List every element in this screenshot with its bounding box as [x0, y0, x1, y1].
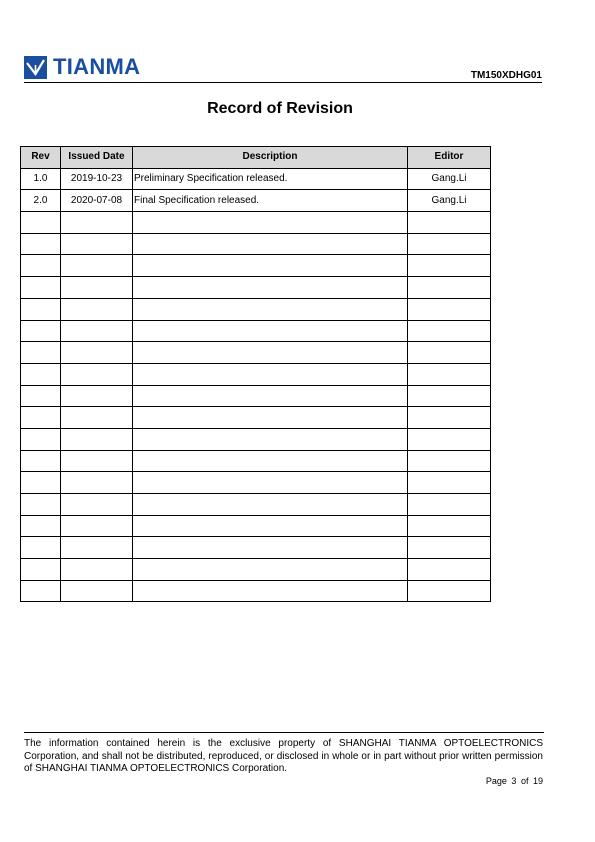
cell-issued-date [61, 450, 133, 472]
cell-description: Final Specification released. [133, 190, 408, 212]
cell-editor: Gang.Li [408, 168, 491, 190]
cell-description [133, 320, 408, 342]
table-row [21, 233, 491, 255]
table-row [21, 472, 491, 494]
page-number [484, 776, 543, 786]
cell-editor [408, 450, 491, 472]
table-row [21, 363, 491, 385]
table-row [21, 580, 491, 602]
cell-issued-date [61, 277, 133, 299]
cell-description [133, 385, 408, 407]
cell-editor [408, 559, 491, 581]
footer-divider [24, 732, 544, 733]
cell-rev [21, 537, 61, 559]
cell-issued-date [61, 515, 133, 537]
cell-rev [21, 494, 61, 516]
cell-description [133, 515, 408, 537]
cell-description [133, 580, 408, 602]
cell-rev: 1.0 [21, 168, 61, 190]
table-row [21, 320, 491, 342]
cell-editor [408, 537, 491, 559]
cell-issued-date [61, 580, 133, 602]
cell-editor [408, 515, 491, 537]
table-row [21, 537, 491, 559]
cell-rev [21, 212, 61, 234]
revision-table-body [21, 168, 491, 602]
cell-editor [408, 277, 491, 299]
cell-description [133, 472, 408, 494]
header-divider [24, 82, 542, 83]
cell-issued-date [61, 494, 133, 516]
logo-text: TIANMA [53, 54, 141, 79]
cell-editor: Gang.Li [408, 190, 491, 212]
cell-rev [21, 385, 61, 407]
cell-description [133, 342, 408, 364]
page-title: Record of Revision [207, 100, 353, 117]
cell-rev [21, 298, 61, 320]
table-row [21, 342, 491, 364]
cell-editor [408, 342, 491, 364]
cell-issued-date [61, 537, 133, 559]
cell-editor [408, 320, 491, 342]
cell-description [133, 298, 408, 320]
table-row [21, 168, 491, 190]
cell-issued-date: 2019-10-23 [61, 168, 133, 190]
cell-editor [408, 428, 491, 450]
cell-rev [21, 233, 61, 255]
table-row [21, 515, 491, 537]
cell-editor [408, 363, 491, 385]
cell-rev [21, 580, 61, 602]
cell-description [133, 233, 408, 255]
cell-rev [21, 559, 61, 581]
table-row [21, 407, 491, 429]
cell-rev [21, 277, 61, 299]
table-row [21, 277, 491, 299]
cell-issued-date [61, 472, 133, 494]
cell-description [133, 212, 408, 234]
cell-description: Preliminary Specification released. [133, 168, 408, 190]
cell-editor [408, 212, 491, 234]
cell-description [133, 407, 408, 429]
model-number: TM150XDHG01 [470, 70, 542, 81]
cell-description [133, 363, 408, 385]
cell-editor [408, 233, 491, 255]
cell-rev [21, 255, 61, 277]
table-row [21, 559, 491, 581]
table-row [21, 212, 491, 234]
cell-description [133, 450, 408, 472]
table-row [21, 494, 491, 516]
cell-rev [21, 407, 61, 429]
table-header-row [21, 147, 491, 169]
table-row [21, 190, 491, 212]
page-of: of [520, 776, 529, 786]
cell-issued-date [61, 255, 133, 277]
cell-issued-date [61, 428, 133, 450]
cell-description [133, 277, 408, 299]
cell-rev [21, 428, 61, 450]
column-header-issued-date: Issued Date [61, 147, 133, 169]
cell-rev [21, 320, 61, 342]
column-header-editor: Editor [408, 147, 491, 169]
cell-issued-date [61, 363, 133, 385]
revision-table [20, 146, 491, 602]
cell-description [133, 428, 408, 450]
cell-issued-date [61, 559, 133, 581]
cell-editor [408, 580, 491, 602]
cell-rev [21, 342, 61, 364]
company-logo [24, 55, 140, 79]
cell-editor [408, 494, 491, 516]
cell-issued-date [61, 233, 133, 255]
page-current: 3 [511, 776, 517, 786]
cell-issued-date: 2020-07-08 [61, 190, 133, 212]
cell-rev [21, 450, 61, 472]
cell-editor [408, 407, 491, 429]
cell-rev: 2.0 [21, 190, 61, 212]
cell-issued-date [61, 298, 133, 320]
table-row [21, 255, 491, 277]
cell-editor [408, 255, 491, 277]
cell-description [133, 494, 408, 516]
cell-rev [21, 472, 61, 494]
table-row [21, 450, 491, 472]
column-header-description: Description [133, 147, 408, 169]
cell-rev [21, 363, 61, 385]
table-row [21, 298, 491, 320]
cell-editor [408, 385, 491, 407]
table-row [21, 385, 491, 407]
cell-issued-date [61, 385, 133, 407]
cell-issued-date [61, 342, 133, 364]
page-label: Page [485, 776, 507, 786]
cell-issued-date [61, 212, 133, 234]
cell-description [133, 537, 408, 559]
cell-rev [21, 515, 61, 537]
confidentiality-notice: The information contained herein is the exclusive property of SHANGHAI TIANMA OPTOELECTRONICS Corporation, and shall not be distributed, reproduced, or disclosed in whole or in part without prior written permission of SHANGHAI TIANMA OPTOELECTRONICS Corporation. [24, 738, 543, 774]
column-header-rev: Rev [21, 147, 61, 169]
table-row [21, 428, 491, 450]
cell-description [133, 559, 408, 581]
page-total: 19 [532, 776, 543, 786]
cell-editor [408, 298, 491, 320]
tianma-logo-icon [24, 56, 47, 79]
cell-description [133, 255, 408, 277]
cell-issued-date [61, 407, 133, 429]
cell-issued-date [61, 320, 133, 342]
cell-editor [408, 472, 491, 494]
